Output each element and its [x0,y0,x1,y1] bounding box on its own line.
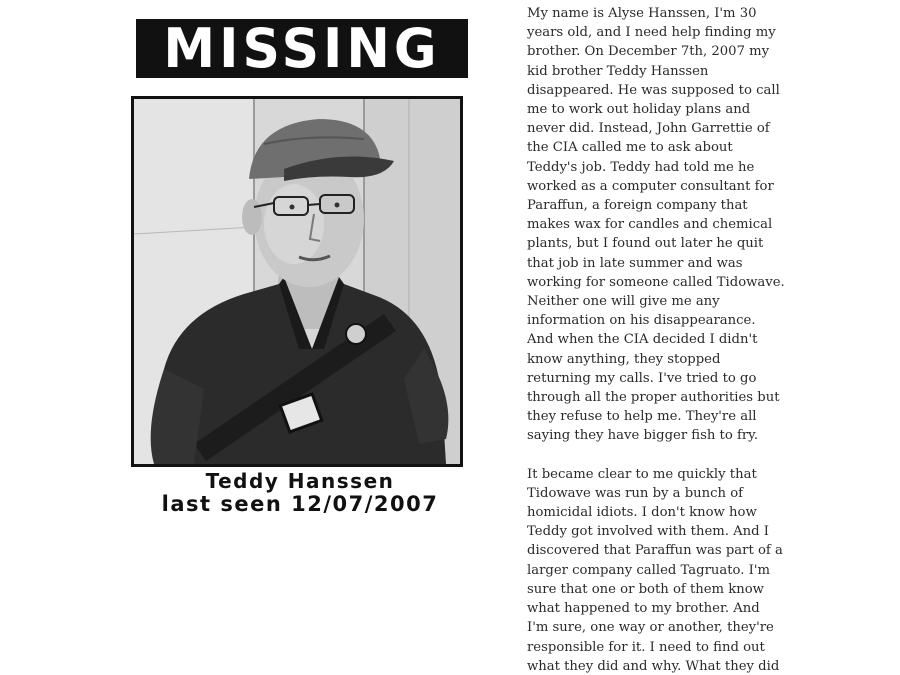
text-line: worked as a computer consultant for [527,178,774,194]
text-line: I'm sure, one way or another, they're [527,620,774,636]
text-line: My name is Alyse Hanssen, I'm 30 [527,6,757,21]
text-line: never did. Instead, John Garrettie of [527,121,770,137]
text-line: Paraffun, a foreign company that [527,198,748,214]
text-line: sure that one or both of them know [527,581,764,597]
text-line: It became clear to me quickly that [527,466,757,482]
text-line: the CIA called me to ask about [527,140,733,156]
last-seen-date: last seen 12/07/2007 [161,492,439,516]
text-line: saying they have bigger fish to fry. [527,428,759,444]
text-line: And when the CIA decided I didn't [527,332,758,348]
text-line: discovered that Paraffun was part of a [527,543,783,559]
text-line: brother. On December 7th, 2007 my [527,44,770,60]
text-line: through all the proper authorities but [527,390,780,406]
text-line: Neither one will give me any [527,294,720,310]
photo-illustration [134,99,460,464]
text-line: working for someone called Tidowave. [527,274,785,290]
paragraph-2 [527,465,783,675]
missing-person-name: Teddy Hanssen [205,469,395,493]
text-line: years old, and I need help finding my [527,25,776,41]
text-line: Teddy got involved with them. And I [527,524,770,540]
missing-title: MISSING [163,17,441,80]
paragraph-spacer [527,446,762,465]
text-line: kid brother Teddy Hanssen [527,63,709,79]
text-line: homicidal idiots. I don't know how [527,505,757,521]
text-line: returning my calls. I've tried to go [527,370,757,386]
paragraph-1 [527,4,785,446]
text-line: responsible for it. I need to find out [527,639,765,655]
text-line: makes wax for candles and chemical [527,217,773,233]
text-line: what they did and why. What they did [527,658,780,674]
text-line: know anything, they stopped [527,351,721,367]
text-line: they refuse to help me. They're all [527,409,757,425]
text-line: disappeared. He was supposed to call [527,82,780,98]
text-line: larger company called Tagruato. I'm [527,562,770,578]
text-line: plants, but I found out later he quit [527,236,764,252]
article-text [527,4,785,675]
text-line: Teddy's job. Teddy had told me he [527,159,755,175]
missing-person-photo [131,96,463,467]
missing-banner [136,19,468,78]
text-line: Tidowave was run by a bunch of [527,485,744,501]
text-line: what happened to my brother. And [527,601,760,617]
text-line: me to work out holiday plans and [527,102,751,118]
text-line: that job in late summer and was [527,255,743,271]
text-line: information on his disappearance. [527,313,756,329]
